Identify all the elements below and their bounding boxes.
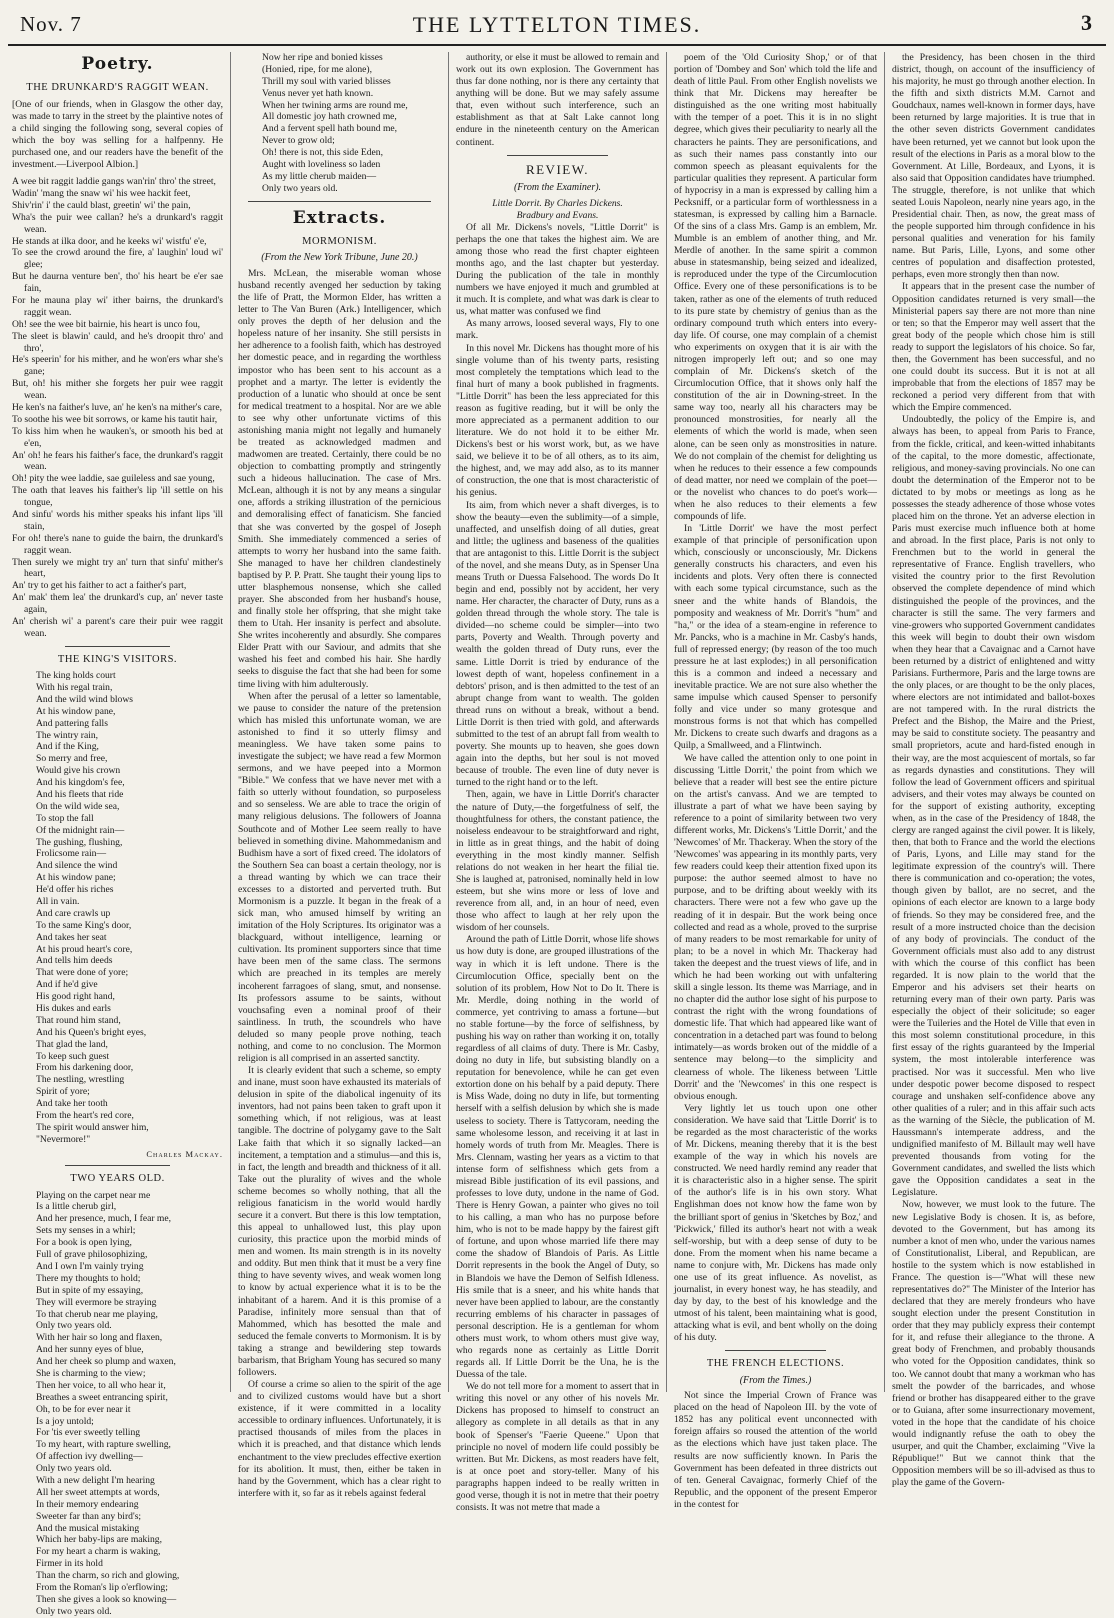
poem-title: THE KING'S VISITORS. <box>57 653 178 665</box>
verse-line: The king holds court <box>36 670 116 682</box>
article-body <box>892 52 1095 1489</box>
verse-line: From the Roman's lip o'erflowing; <box>36 1581 168 1593</box>
verse-line: Spirit of yore; <box>36 1086 90 1098</box>
verse-line: Wha's the puir wee callan? he's a drunkard's raggit wean. <box>12 211 223 235</box>
verse-line: For 'tis ever sweetly telling <box>36 1427 141 1439</box>
paragraph: Undoubtedly, the policy of the Empire is, and always has been, to appeal from Paris to France, from the fickle, critical, and keen-witted inhabitants of the capital, to the more domestic, affectionate, religious, and money-saving provincials. No one can doubt the determination of the Emperor not to be dictated to by mobs or meetings as long as he possesses the steady adherence of those whose votes placed him on the throne. Yet an adverse election in Paris must exercise much influence both at home and abroad. In the first place, Paris is not only to Frenchmen but to the world in general the representative of France. English travellers, who visited the country prior to the first Revolution observed the complete dependence of mind which distinguished the people of the provinces, and the character is still the same. The very farmers and vine-growers who supported Government candidates this week will begin to doubt their own wisdom when they hear that a Cavaignac and a Carnot have been returned by a district of enlightened and witty Parisians. Furthermore, Paris and the large towns are the only places, or are thought to be the only places, where electors are not intimidated and ballot-boxes are not tampered with. In the rural districts the Prefect and the Bishop, the Maire and the Priest, may be said to constitute society. The peasantry and small proprietors, acute and hard-fisted enough in their way, are the most acquiescent of mortals, so far as regards dynasties and constitutions. They will follow the lead of Government officers and spiritual advisers, and their votes may always be counted on for the support of existing authority, excepting when, as in the case of the Presidency of 1848, the clergy are ranged against the civil power. It is likely, then, that both to France and the world the elections of Paris, Lyons, and Lille may stand for the legitimate expression of the country's will. There there is communication and co-operation; the votes, though given by ballot, are no secret, and the opinions of each elector are known to a large body of friends. So they may be considered free, and the result of a more instructed choice than the decision of any body of provincials. The conduct of the Government officials must also add to any distrust with which the course of this conflict has been regarded. It is now plain to the world that the Emperor and his advisers set their hearts on returning every man of their own party. Paris was especially the object of their solicitude; so eager were the Tuileries and the Hotel de Ville that even in this most solemn constitutional procedure, in this first essay of the rights guaranteed by the Imperial system, the most intolerable interference was practised. Nor was it successful. Men who live under despotic power become disposed to respect courage and unshaken self-confidence above any other qualities of a ruler; and in this affair such acts as the warning of the Siècle, the publication of M. Haussmann's intemperate address, and the undignified manifesto of M. Billault may well have prevented thousands from voting for the Government candidates, and swelled the lists which gave the Opposition candidates a seat in the Legislature. <box>892 414 1096 1199</box>
verse-line: From his darkening door, <box>36 1062 134 1074</box>
paragraph: Now, however, we must look to the future. The new Legislative Body is chosen. It is, as before, devoted to the Government, but has among its number a knot of men who, under the various names of Constitutionalist, Liberal, and Republican, are hostile to the system which is now established in France. The question is—"What will these new representatives do?" The Minister of the Interior has declared that they are merely frondeurs who have sought election under the present Constitution in order that they may publicly express their contempt for it, and refuse their allegiance to the throne. A great body of Frenchmen, and probably thousands who voted for the Opposition candidates, think so too. We cannot doubt that many a workman who has smelt the powder of the barricades, and whose friend or brother has disappeared either to the grave or to Guiana, after some insurrectionary movement, voted in the hope that the candidate of his choice would indignantly refuse the oath to obey the usurper, and quit the Chamber, exclaiming "Vive la République!" But we cannot think that the Opposition members will be so ill-advised as thus to play the game of the Govern- <box>892 1199 1095 1489</box>
verse-line: Thrill my soul with varied blisses <box>262 75 391 87</box>
verse-line: When her twining arms are round me, <box>262 99 408 111</box>
verse-line: And if the King, <box>36 741 99 753</box>
verse-line: And takes her seat <box>36 931 107 943</box>
paragraph: We do not tell more for a moment to assert that in writing this novel or any other of his novels Mr. Dickens has proposed to himself to construct an allegory as complete in all details as that in any book of Spenser's "Faerie Queene." Upon that principle no novel of modern life could possibly be written. But Mr. Dickens, as most readers have felt, is at once poet and story-teller. Many of his paragraphs happen indeed to be really written in good verse, though it is not in metre that their poetry consists. It was not metre that made a <box>456 1381 659 1514</box>
verse-line: Frolicsome rain— <box>36 848 107 860</box>
paragraph: It appears that in the present case the number of Opposition candidates returned is very small—the Ministerial papers say there are not more than nine or ten; so that the Emperor may well assert that the great body of the people which chose him is still ready to support the legislators of his choice. So far, then, the Government has been successful, and no one could doubt its success. But it is not at all improbable that from the elections of 1857 may be reckoned a period very different from that with which the Empire commenced. <box>892 281 1095 414</box>
poem-title: TWO YEARS OLD. <box>70 1173 165 1185</box>
verse-line: An' oh! he fears his faither's face, the drunkard's raggit wean. <box>12 449 223 473</box>
verse-line: And I own I'm vainly trying <box>36 1260 144 1272</box>
verse-line: To see the crowd around the fire, a' laughin' loud wi' glee; <box>12 247 223 271</box>
section-heading-extracts: Extracts. <box>292 207 387 228</box>
paragraph: authority, or else it must be allowed to remain and work out its own explosion. The Government has thus far done nothing, nor is there any certainty that anything will be done. But we may safely assume that, even without such interference, such an establishment as that at Salt Lake cannot long endure in the nineteenth century on the American continent. <box>456 52 659 148</box>
paragraph: Of all Mr. Dickens's novels, "Little Dorrit" is perhaps the one that takes the highest aim. We are among those who read the first chapter eighteen months ago, and the last chapter but yesterday. During the publication of the tale in monthly numbers we have enjoyed it much and grumbled at it much. It is complete, and what was dark is clear to us, what matter was confused we find <box>456 221 659 318</box>
verse-line: To the same King's door, <box>36 919 132 931</box>
paragraph: Very lightly let us touch upon one other consideration. We have said that 'Little Dorrit' is to be regarded as the most characteristic of the works of Mr. Dickens, meaning thereby that it is the best example of the way in which his novels are constructed. We need hardly remind any reader that it is characteristic also in a higher sense. The spirit of the author's life is in his own story. What Englishman does not know how the fame won by the brilliant sport of genius in 'Sketches by Boz,' and 'Pickwick,' filled its author's heart not with a weak self-worship, but with a deep sense of duty to be done. From the moment when his name became a name to conjure with, Mr. Dickens has made only one use of its great influence. As novelist, as journalist, in every honest way, he has steadily, and day by day, to the best of his knowledge and the utmost of his talent, been maintaining what is good, attacking what is evil, and bent wholly on the doing of his duty. <box>674 1102 877 1344</box>
verse-line: Oh! see the wee bit bairnie, his heart is unco fou, <box>12 318 201 330</box>
verse-line: But, oh! his mither she forgets her puir wee raggit wean. <box>12 378 223 402</box>
verse-line: Than the charm, so rich and glowing, <box>36 1570 180 1582</box>
verse-line: All in vain. <box>36 895 80 907</box>
paragraph: In 'Little Dorrit' we have the most perfect example of that principle of personification upon which, consciously or unconsciously, Mr. Dickens generally constructs his characters, and even his incidents and plots. Very often there is connected with each some typical circumstance, such as the sneer and the white hands of Blandois, the pomposity and weakness of Mr. Dorrit's "hum" and "ha," or the idea of a steam-engine in reference to Mr. Pancks, who is a machine in Mr. Casby's hands, full of repressed energy; (by reason of the too much pressure he at last explodes;) in all personification this is a common and indeed a necessary and inevitable practice. We are not sure also whether the same impulse which caused Spenser to personify folly and vice under so many grotesque and monstrous forms is not that which has compelled Mr. Dickens to create such dwarfs and dragons as a Quilp, a Smallweed, and a Flintwinch. <box>674 523 877 752</box>
verse-line: They will evermore be straying <box>36 1296 157 1308</box>
verse-line: To stop the fall <box>36 812 94 824</box>
verse-line: His good right hand, <box>36 991 115 1003</box>
verse-line: An' mak' them lea' the drunkard's cup, an' never taste again, <box>12 592 223 616</box>
verse-line: To kiss him when he wauken's, or smooth his bed at e'en, <box>12 425 223 449</box>
verse-line: Would give his crown <box>36 765 121 777</box>
verse-line: Which her baby-lips are making, <box>36 1534 163 1546</box>
verse-line: At his proud heart's core, <box>36 943 133 955</box>
verse-line: (Honied, ripe, for me alone), <box>262 63 373 75</box>
verse-line: In their memory endearing <box>36 1498 139 1510</box>
poem-verse <box>12 670 223 1146</box>
verse-line: Full of grave philosophizing, <box>36 1249 148 1261</box>
verse-line: That were done of yore; <box>36 967 129 979</box>
paragraph: We have called the attention only to one point in discussing 'Little Dorrit,' the point from which we believe that a reader will best see the entire picture on the artist's canvass. And we are tempted to illustrate a part of what we have been saying by reference to a point of similarity between two very different works, Mr. Dickens's 'Little Dorrit,' and the 'Newcomes' of Mr. Thackeray. When the story of the 'Newcomes' was appearing in its monthly parts, very few readers could keep their attention fixed upon its purpose: the author seemed almost to have no purpose, and to be drifting about weekly with its characters. There were not a few who gave up the reading of it in despair. But the work being once collected and read as a whole, proved to the surprise of many readers to be most remarkable for unity of plan; to be a novel in which Mr. Thackeray had taken the deepest and the truest views of life, and in which he had been working out with unfaltering skill a single lesson. Its theme was Marriage, and in no chapter did the author lose sight of his purpose to contrast the right with the wrong foundations of domestic life. That which had appeared like want of concentration in a detached part was found to belong intimately—as words broken out of the middle of a sentence may belong—to the simplicity and clearness of whole. The likeness between 'Little Dorrit' and the 'Newcomes' in this one respect is obvious enough. <box>674 752 877 1102</box>
election-source: (From the Times.) <box>739 1374 812 1386</box>
article-body <box>674 52 877 1344</box>
verse-line: All domestic joy hath crowned me, <box>262 111 397 123</box>
verse-line: And her cheek so plump and waxen, <box>36 1356 176 1368</box>
verse-line: Oh, to be for ever near it <box>36 1403 131 1415</box>
paragraph: Mrs. McLean, the miserable woman whose husband recently avenged her seduction by taking the life of Pratt, the Mormon Elder, has written a letter to The Van Buren (Ark.) Intelligencer, which only proves the depth of her delusion and the hopeless nature of her insanity. She still persists in her adherence to a foolish faith, which has destroyed her domestic peace, and in regarding the worthless impostor who has been sent to his account as a prophet and a martyr. The letter is evidently the production of a lunatic who should at once be sent for medical treatment to a hospital. Nor are we able to see why other unfortunate victims of this astonishing mania might not legally and humanely be treated as acknowledged madmen and madwomen are treated. Certainly, there could be no objection to combatting promptly and stringently such a hideous hallucination. The case of Mrs. McLean, although it is not by any means a singular one, affords a striking illustration of the pernicious and demoralising effect of fanaticism. She fancied that she was converted by the gospel of Joseph Smith. She immediately commenced a series of attempts to worry her husband into the same faith. She managed to have her children clandestinely baptised by P. P. Pratt. She taught their young lips to utter blasphemous nonsense, which she called prayer. She absconded from her husband's house, and finally stole her offspring, that she might take them to Utah. Her insanity is perfect and absolute. She writes incoherently and absurdly. She compares Elder Pratt with our Saviour, and admits that she washed his feet and combed his hair. She hardly seeks to disguise the fact that she had been for some time living with him adulterously. <box>238 267 441 690</box>
issue-date: Nov. 7 <box>20 12 82 36</box>
review-source: (From the Examiner). <box>513 182 602 193</box>
verse-line: He's speerin' for his mither, and he won'ers whar she's gane; <box>12 354 223 378</box>
paragraph: When after the perusal of a letter so lamentable, we pause to consider the nature of the pretension which has misled this unfortunate woman, we are astonished to find it so utterly flimsy and meaningless. We have taken some pains to investigate the subject; we have read a few Mormon sermons, and we have peeped into a Mormon "Bible." We confess that we have never met with a faith so utterly without foundation, so purposeless and so senseless. We are able to trace the origin of many religious delusions. The followers of Joanna Southcote and of Mother Lee seem really to have believed in something divine. Mahommedanism and Budhism have a sort of fixed creed. The idolators of the Southern Sea can boast a certain theology, nor is a thread wanting by which we can trace their excesses to a distorted and perverted truth. But Mormonism is a puzzle. It began in the freak of a sick man, who amused himself by writing an imitation of the Holy Scriptures. Its originator was a blackguard, without intelligence, learning or cultivation. Its prominent supporters since that time have been men of the same class. The sermons which are preached in its temples are merely incoherent farragoes of slang, smut, and nonsense. Its professors assume to be saints, without vouchsafing even a nominal proof of their saintliness. In truth, the scoundrels who have deluded so many people prove nothing, teach nothing, and come to no conclusion. The Mormon religion is all comprised in an asserted sanctity. <box>238 690 441 1064</box>
verse-line: And pattering falls <box>36 717 108 729</box>
article-body <box>456 52 659 149</box>
verse-line: From the heart's red core, <box>36 1110 134 1121</box>
verse-line: To that cherub near me playing, <box>36 1308 158 1320</box>
verse-line: And tells him deeds <box>36 955 113 967</box>
paragraph: It is clearly evident that such a scheme, so empty and inane, must soon have exhausted its materials of delusion in spite of the diabolical ingenuity of its inventors, had not pains been taken to graft upon it something which, if not religious, was at least tangible. The doctrine of polygamy gave to the Salt Lake faith that which it so signally lacked—an incitement, a temptation and a stimulus—and this is, in fact, the length and breadth and thickness of it all. Take out the plurality of wives and the whole scheme becomes so wholly nothing, that all the religious fanaticism in the world would hardly secure it a convert. But there is this low temptation, this appeal to unhallowed lust, this play upon curiosity, this practice upon the morbid minds of men and women. Its main strength is in its novelty and oddity. But men think that it must be a very fine thing to have seventy wives, and weak women long to know by actual experience what it is to be the inhabitant of a harem. And it is this promise of a Paradise, infinitely more sensual than that of Mahommed, which has besotted the male and seduced the female converts to Mormonism. It is by taking a strange and bewildering step towards barbarism, that Brigham Young has secured so many followers. <box>238 1065 441 1379</box>
verse-line: So merry and free, <box>36 753 108 765</box>
verse-line: Breathes a sweet entrancing spirit, <box>36 1391 168 1403</box>
verse-line: He stands at ilka door, and he keeks wi' wistfu' e'e, <box>12 235 207 247</box>
poem-title: THE DRUNKARD'S RAGGIT WEAN. <box>26 82 209 94</box>
article-source: (From the New York Tribune, June 20.) <box>261 252 418 264</box>
verse-line: To soothe his wee bit sorrows, or kame his tautit hair, <box>12 413 218 425</box>
divider <box>65 1165 171 1166</box>
verse-line: Never to grow old; <box>262 135 335 147</box>
paragraph: Its aim, from which never a shaft diverges, is to show the beauty—even the sublimity—of a simple, unaffected, and unselfish doing of all duties, great and little; the ugliness and baseness of the qualities that are antagonist to this. Little Dorrit is the subject of the novel, and she means Duty, as in Spenser Una means Truth or Duessa Falsehood. The words Do It begin and end, possibly not by accident, her very name. Her character, the character of Duty, runs as a golden thread through the whole story. The tale is divided—no scheme could be simpler—into two parts, Poverty and Wealth. Through poverty and wealth the golden thread of Duty runs, ever the same. Little Dorrit is tried by endurance of the lowest depth of want, hopeless confinement in a debtors' prison, and is then admitted to the test of an abrupt change from want to wealth. The golden thread runs on without a break, without a bend. Little Dorrit is then tried with gold, and afterwards submitted to the test of an abrupt fall from wealth to poverty. She mounts up to heaven, she goes down again into the depths, but her soul is not moved because of trouble. The even line of duty never is turned to the right hand or to the left. <box>456 499 659 789</box>
paragraph: Of course a crime so alien to the spirit of the age and to civilized customs would have but a short existence, if it were committed in a locality accessible to ordinary influences. Unfortunately, it is practised thousands of miles from the places in which it is preached, and that distance which lends enchantment to the view precludes effective exertion for its abolition. It must, then, either be taken in hand by the Government, which has a clear right to interfere with it, so far as it rebels against federal <box>238 1379 441 1499</box>
verse-line: That round him stand, <box>36 1014 121 1026</box>
columns <box>12 52 1106 1617</box>
verse-line: There my thoughts to hold; <box>36 1272 141 1284</box>
verse-line: "Nevermore!" <box>36 1133 91 1145</box>
verse-line: And the wild wind blows <box>36 693 134 705</box>
verse-line: And care crawls up <box>36 907 111 919</box>
verse-line: At his window pane; <box>36 872 116 884</box>
review-title: REVIEW. <box>525 161 590 177</box>
verse-line: And if he'd give <box>36 979 98 991</box>
verse-line: Sets my senses in a whirl; <box>36 1225 136 1237</box>
verse-line: The nestling, wrestling <box>36 1074 125 1086</box>
verse-line: With her hair so long and flaxen, <box>36 1332 163 1344</box>
verse-line: Only two years old. <box>36 1320 112 1332</box>
verse-line: Of the midnight rain— <box>36 824 125 836</box>
verse-line: Venus never yet hath known. <box>262 87 374 99</box>
verse-line: Sweeter far than any bird's; <box>36 1510 142 1522</box>
verse-line: And his Queen's bright eyes, <box>36 1026 147 1038</box>
verse-line: And silence the wind <box>36 860 118 872</box>
verse-line: For my heart a charm is waking, <box>36 1546 161 1558</box>
verse-line: With a new delight I'm hearing <box>36 1474 155 1486</box>
article-body <box>238 268 441 1500</box>
verse-line: Only two years old. <box>36 1463 112 1475</box>
verse-line: Then she gives a look so knowing— <box>36 1593 177 1605</box>
paragraph: Not since the Imperial Crown of France was placed on the head of Napoleon III. by the vote of 1852 has any political event unconnected with foreign affairs so roused the attention of the world as the elections which have just taken place. The results are now sufficiently known. In Paris the Government has been defeated in three districts out of ten. General Cavaignac, formerly Chief of the Republic, and the opponent of the present Emperor in the contest for <box>674 1390 877 1510</box>
verse-line: The oath that leaves his faither's lip 'ill settle on his tongue, <box>12 485 223 509</box>
verse-line: For oh! there's nane to guide the bairn, the drunkard's raggit wean. <box>12 532 223 556</box>
verse-line: Only two years old. <box>36 1605 112 1617</box>
verse-line: Wadin' 'mang the snaw wi' his wee hackit feet, <box>12 187 191 199</box>
review-publisher: Bradbury and Evans. <box>516 209 599 221</box>
verse-line: His dukes and earls <box>36 1002 111 1014</box>
verse-line: And his fleets that ride <box>36 788 124 800</box>
verse-line: And the musical mistaking <box>36 1522 140 1534</box>
poem-verse <box>238 52 441 195</box>
verse-line: And his kingdom's fee, <box>36 777 125 789</box>
review-book: Little Dorrit. By Charles Dickens. <box>492 197 623 209</box>
verse-line: On the wild wide sea, <box>36 800 120 812</box>
verse-line: With his regal train, <box>36 681 113 693</box>
verse-line: To keep such guest <box>36 1050 110 1062</box>
paragraph: Then, again, we have in Little Dorrit's character the nature of Duty,—the forgetfulness of self, the thoughtfulness for others, the constant patience, the noiseless endeavour to be straightforward and right, in little as in great things, and the habit of doing everything in the most kindly manner. Selfish relations do not weaken in her heart the filial tie. She is laughed at, patronised, nominally held in low esteem, but she wins more or less of love and reverence from all, and, in an hour of need, even those who affect to laugh at her rely upon the wisdom of her counsels. <box>456 789 659 934</box>
verse-line: At his window pane, <box>36 705 116 717</box>
verse-line: And sinfu' words his mither speaks his infant lips 'ill stain, <box>12 509 223 532</box>
verse-line: And her presence, much, I fear me, <box>36 1213 172 1225</box>
verse-line: He ken's na faither's luve, an' he ken's na mither's care, <box>12 402 223 414</box>
masthead <box>8 4 1106 46</box>
verse-line: The wintry rain, <box>36 729 99 741</box>
column-1 <box>12 52 230 1617</box>
verse-line: An' cherish wi' a parent's care their puir wee raggit wean. <box>12 616 223 639</box>
verse-line: Oh! pity the wee laddie, sae guileless and sae young, <box>12 473 215 485</box>
paragraph: the Presidency, has been chosen in the third district, though, on account of the insufficiency of his majority, he must go through another election. In the fifth and sixth districts M.M. Carnot and Goudchaux, names well-known in former days, have been returned by large majorities. It is true that in the other seven districts Government candidates have been returned, yet we cannot but look upon the result of the elections in Paris as a moral blow to the Government. At Lille, Bordeaux, and Lyons, it is also said that Opposition candidates have triumphed. The struggle, therefore, is not unlike that which seated Louis Napoleon, nearly nine years ago, in the Presidential chair. Then, as now, the great mass of the people supported him through confidence in his personal qualities and veneration for his family name. But Paris, Lille, Lyons, and some other centres of population and disaffection protested, perhaps, even more strongly then than now. <box>892 52 1096 281</box>
verse-line: A wee bit raggit laddie gangs wan'rin' thro' the street, <box>12 176 216 188</box>
verse-line: All her sweet attempts at words, <box>36 1486 160 1498</box>
verse-line: And her sunny eyes of blue, <box>36 1344 144 1356</box>
poem-note: [One of our friends, when in Glasgow the other day, was made to tarry in the street by the plaintive notes of a child singing the following song, several copies of which the boy was selling for a halfpenny. He purchased one, and our readers have the benefit of the investment.—Liverpool Albion.] <box>12 98 223 171</box>
verse-line: For a book is open lying, <box>36 1237 132 1249</box>
verse-line: The sleet is blawin' cauld, and he's droopit thro' and thro', <box>12 330 223 354</box>
divider <box>507 155 609 156</box>
poem-author: Charles Mackay. <box>146 1148 223 1159</box>
verse-line: And take her tooth <box>36 1098 108 1110</box>
verse-line: For he mauna play wi' ither bairns, the drunkard's raggit wean. <box>12 295 223 318</box>
verse-line: To my heart, with rapture swelling, <box>36 1439 171 1451</box>
verse-line: The gushing, flushing, <box>36 836 123 848</box>
verse-line: As my little cherub maiden— <box>262 170 377 182</box>
verse-line: Of affection ivy dwelling— <box>36 1451 143 1463</box>
paragraph: In this novel Mr. Dickens has thought more of his single volume than of his twenty parts, resisting most completely the temptations which lead to the final hurt of many a book published in fragments. "Little Dorrit" has been the less appreciated for this reason as fugitive reading, but it will be only the more appreciated as a permanent addition to our literature. We do not hold it to be either Mr. Dickens's best or his worst work, but, as we have said, we believe it to be of all others, as to its aim, the highest, and, we may add also, as to its manner of construction, the one that is most characteristic of his genius. <box>456 342 659 499</box>
poem-verse <box>12 176 223 640</box>
divider <box>248 201 431 202</box>
verse-line: Is a joy untold; <box>36 1415 94 1427</box>
verse-line: He'd offer his riches <box>36 884 114 896</box>
paper-title: THE LYTTELTON TIMES. <box>412 12 702 37</box>
verse-line: The spirit would answer him, <box>36 1121 149 1133</box>
poem-verse <box>12 1190 223 1618</box>
section-heading-poetry: Poetry. <box>81 54 154 74</box>
verse-line: But he daurna venture ben', tho' his heart be e'er sae fain, <box>12 271 223 295</box>
article-body <box>674 1390 877 1511</box>
paragraph: As many arrows, loosed several ways, Fly to one mark. <box>456 318 659 342</box>
verse-line: And a fervent spell hath bound me, <box>262 123 398 135</box>
page-number: 3 <box>1081 10 1092 35</box>
article-body <box>456 222 659 1514</box>
verse-line: Shiv'rin' i' the cauld blast, greetin' wi' the pain, <box>12 199 191 211</box>
verse-line: Aught with loveliness so laden <box>262 159 381 171</box>
verse-line: But in spite of my essaying, <box>36 1284 144 1296</box>
verse-line: An' try to get his faither to act a faither's part, <box>12 580 187 592</box>
column-5 <box>884 52 1102 1489</box>
column-3 <box>448 52 666 1514</box>
verse-line: That glad the land, <box>36 1038 108 1050</box>
verse-line: She is charming to the view; <box>36 1367 146 1379</box>
paragraph: poem of the 'Old Curiosity Shop,' or of that portion of 'Dombey and Son' which told the life and death of little Paul. From other English novelists we think that Mr. Dickens may hereafter be distinguished as the one writing most habitually with the temper of a poet. This it is in no slight degree, which gives their peculiarity to nearly all the characters he paints. They are personifications, and as such their names pass constantly into our common speech as pleasant equivalents for the particular qualities they represent. A particular form of hypocrisy in a man is expressed by calling him a Pecksniff, or a particular form of worthlessness in a statesman, is expressed by calling him a Barnacle. Of the sins of a class Mrs. Gamp is an emblem, Mr. Mumble is an emblem of another thing, and Mr. Merdle of another. In the same spirit a common abuse in statesmanship, being seized and idealized, is reproduced under the type of the Circumlocution Office. Every one of these personifications is to be taken, rather as one of the elements of truth reduced to its pure state by chemistry of genius than as the ordinary compound truth which enters into every-day life. Of course, one may complain of a chemist who experiments on oxygen that it is air with the nitrogen improperly left out; and so one may complain of Mr. Dickens's sketch of the Circumlocution Office, that it shows only half the constitution of the air in Downing-street. In the same way too, nearly all his characters may be pronounced monstrosities, for nearly all the elements of which the world is made, when seen alone, can be seen only as monstrosities in nature. We do not complain of the chemist for delighting us when he reduces to their essence a few compounds of dead matter, nor need we complain of the poet—or the novelist who chances to do poet's work—when he also reduces to their elements a few compounds of life. <box>674 52 877 522</box>
verse-line: Oh! there is not, this side Eden, <box>262 147 383 159</box>
divider <box>65 646 171 647</box>
verse-line: Then her voice, to all who hear it, <box>36 1379 166 1391</box>
article-title: MORMONISM. <box>302 236 377 248</box>
verse-line: Now her ripe and bonied kisses <box>262 52 383 63</box>
verse-line: Only two years old. <box>262 182 338 194</box>
column-2 <box>230 52 448 1499</box>
verse-line: Is a little cherub girl, <box>36 1201 117 1213</box>
divider <box>725 1350 827 1351</box>
paragraph: Around the path of Little Dorrit, whose life shows us how duty is done, are grouped illustrations of the way in which it is left undone. There is the Circumlocution Office, specially bent on the solution of its problem, How Not to Do It. There is Mr. Merdle, doing nothing in the world of commerce, yet contriving to amass a fortune—but no stable fortune—by the force of selfishness, by pushing his way on rather than working it on, totally regardless of all claims of duty. There is Mr. Casby, doing no duty in life, but subsisting blandly on a reputation for benevolence, while he can get even extortion done on his behalf by a paid deputy. There is Miss Wade, doing no duty in life, but tormenting herself with a selfish delusion by which she is made useless to society. There is Tattycoram, needing the same wholesome lesson, and receiving it at last in homely words of truth from Mr. Meagles. There is Mrs. Clennam, wasting her years as a victim to that intense form of selfishness which gets from a misread Bible justification of its evil passions, and professes to love duty, undone in the name of God. There is Henry Gowan, a painter who gives no toil to his calling, a man who has no purpose before him, who is not to be made happy by the fairest gift of fortune, and upon whose married life there may come the shadow of Blandois of Paris. As Little Dorrit represents in the book the Angel of Duty, so in Blandois we have the Demon of Selfish Idleness. His smile that is a sneer, and his white hands that never have been applied to labour, are the constantly recurring emblems of his character in passages of personal description. He is a gentleman for whom others must work, to whom others must give way, who regards none as certainly as Little Dorrit regards all. If Little Dorrit be the Una, he is the Duessa of the tale. <box>456 934 659 1381</box>
verse-line: Then surely we might try an' turn that sinfu' mither's heart, <box>12 556 223 580</box>
election-title: THE FRENCH ELECTIONS. <box>706 1358 845 1370</box>
column-4 <box>666 52 884 1510</box>
verse-line: Playing on the carpet near me <box>36 1189 151 1201</box>
verse-line: Firmer in its hold <box>36 1558 103 1570</box>
